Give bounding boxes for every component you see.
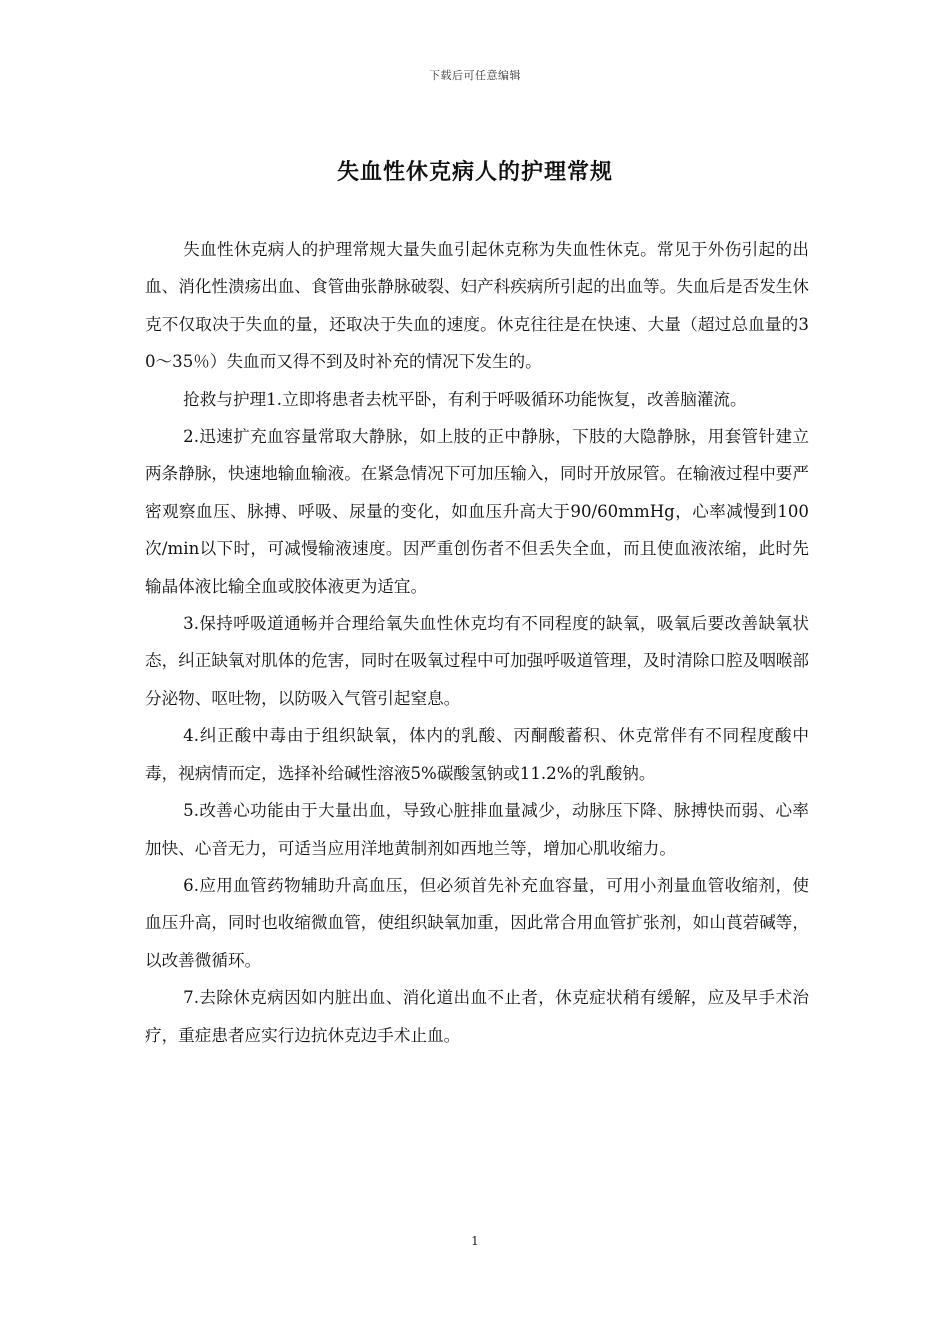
paragraph-step-4: 4.纠正酸中毒由于组织缺氧，体内的乳酸、丙酮酸蓄积、休克常伴有不同程度酸中毒，视病情而定，选择补给碱性溶液5%碳酸氢钠或11.2%的乳酸钠。 bbox=[145, 726, 809, 783]
paragraph-step-2: 2.迅速扩充血容量常取大静脉，如上肢的正中静脉，下肢的大隐静脉，用套管针建立两条静脉，快速地输血输液。在紧急情况下可加压输入，同时开放尿管。在输液过程中要严密观察血压、脉搏、呼吸、尿量的变化，如血压升高大于90/60mmHg，心率减慢到100次/min以下时，可减慢输液速度。因严重创伤者不但丢失全血，而且使血液浓缩，此时先输晶体液比输全血或胶体液更为适宜。 bbox=[145, 427, 809, 596]
paragraph-step-3: 3.保持呼吸道通畅并合理给氧失血性休克均有不同程度的缺氧，吸氧后要改善缺氧状态，纠正缺氧对肌体的危害，同时在吸氧过程中可加强呼吸道管理，及时清除口腔及咽喉部分泌物、呕吐物，以防吸入气管引起窒息。 bbox=[145, 614, 809, 708]
paragraph-step-1: 抢救与护理1.立即将患者去枕平卧，有利于呼吸循环功能恢复，改善脑灌流。 bbox=[183, 389, 747, 409]
paragraph-step-6: 6.应用血管药物辅助升高血压，但必须首先补充血容量，可用小剂量血管收缩剂，使血压升高，同时也收缩微血管，使组织缺氧加重，因此常合用血管扩张剂，如山莨菪碱等，以改善微循环。 bbox=[145, 875, 809, 970]
paragraph-step-5: 5.改善心功能由于大量出血，导致心脏排血量减少，动脉压下降、脉搏快而弱、心率加快、心音无力，可适当应用洋地黄制剂如西地兰等，增加心肌收缩力。 bbox=[145, 801, 809, 858]
header-note: 下载后可任意编辑 bbox=[429, 69, 521, 82]
paragraph-intro: 失血性休克病人的护理常规大量失血引起休克称为失血性休克。常见于外伤引起的出血、消化性溃疡出血、食管曲张静脉破裂、妇产科疾病所引起的出血等。失血后是否发生休克不仅取决于失血的量，还取决于失血的速度。休克往往是在快速、大量（超过总血量的30～35％）失血而又得不到及时补充的情况下发生的。 bbox=[145, 240, 809, 372]
document-title: 失血性休克病人的护理常规 bbox=[336, 160, 613, 185]
paragraph-step-7: 7.去除休克病因如内脏出血、消化道出血不止者，休克症状稍有缓解，应及早手术治疗，重症患者应实行边抗休克边手术止血。 bbox=[145, 988, 809, 1045]
page-number: 1 bbox=[471, 1234, 479, 1248]
document-body bbox=[145, 231, 809, 1054]
